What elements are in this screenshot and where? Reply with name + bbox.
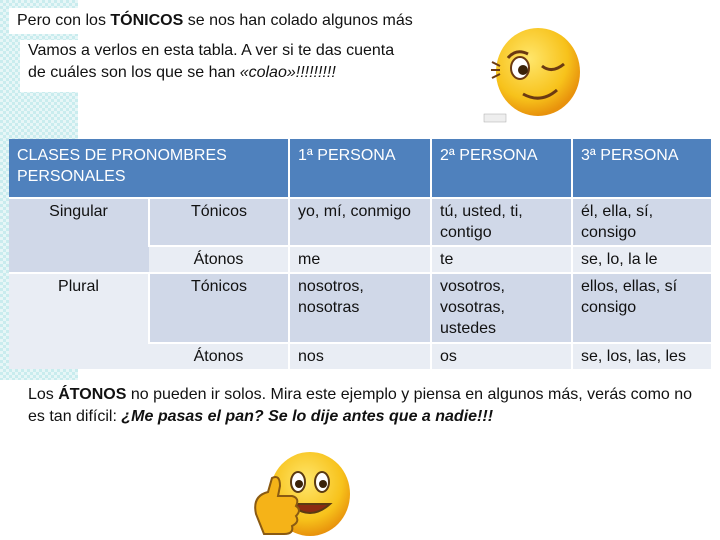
table-header-row [9,139,711,198]
pronouns-table [9,139,711,369]
winking-face-icon [478,18,590,126]
cell-third-person: ellos, ellas, sí consigo [572,273,711,343]
pronoun-type: Átonos [149,246,289,273]
intro-text [20,40,462,92]
cell-first-person: nosotros, nosotras [289,273,431,343]
cell-first-person: me [289,246,431,273]
header-classes: CLASES DE PRONOMBRES PERSONALES [9,139,289,198]
pronoun-type: Tónicos [149,273,289,343]
number-plural: Plural [9,273,149,369]
intro-line-1: Vamos a verlos en esta tabla. A ver si te das cuenta [28,42,395,59]
cell-first-person: nos [289,343,431,369]
cell-third-person: él, ella, sí, consigo [572,198,711,246]
cell-second-person: te [431,246,572,273]
cell-third-person: se, lo, la le [572,246,711,273]
cell-first-person: yo, mí, conmigo [289,198,431,246]
thumbs-up-face-icon [246,444,358,540]
cell-second-person: vosotros, vosotras, ustedes [431,273,572,343]
explanation-note: Los ÁTONOS no pueden ir solos. Mira este ejemplo y piensa en algunos más, verás como no es tan difícil: ¿Me pasas el pan? Se lo dije antes que a nadie!!! [20,384,710,438]
pronoun-type: Átonos [149,343,289,369]
table-row [9,273,711,343]
intro-line-2: de cuáles son los que se han «colao»!!!!!!!!! [28,64,336,81]
table-row [9,198,711,246]
page-title: Pero con los TÓNICOS se nos han colado algunos más [9,8,471,34]
cell-second-person: os [431,343,572,369]
number-singular: Singular [9,198,149,273]
cell-second-person: tú, usted, ti, contigo [431,198,572,246]
header-first-person: 1ª PERSONA [289,139,431,198]
header-third-person: 3ª PERSONA [572,139,711,198]
cell-third-person: se, los, las, les [572,343,711,369]
pronoun-type: Tónicos [149,198,289,246]
header-second-person: 2ª PERSONA [431,139,572,198]
